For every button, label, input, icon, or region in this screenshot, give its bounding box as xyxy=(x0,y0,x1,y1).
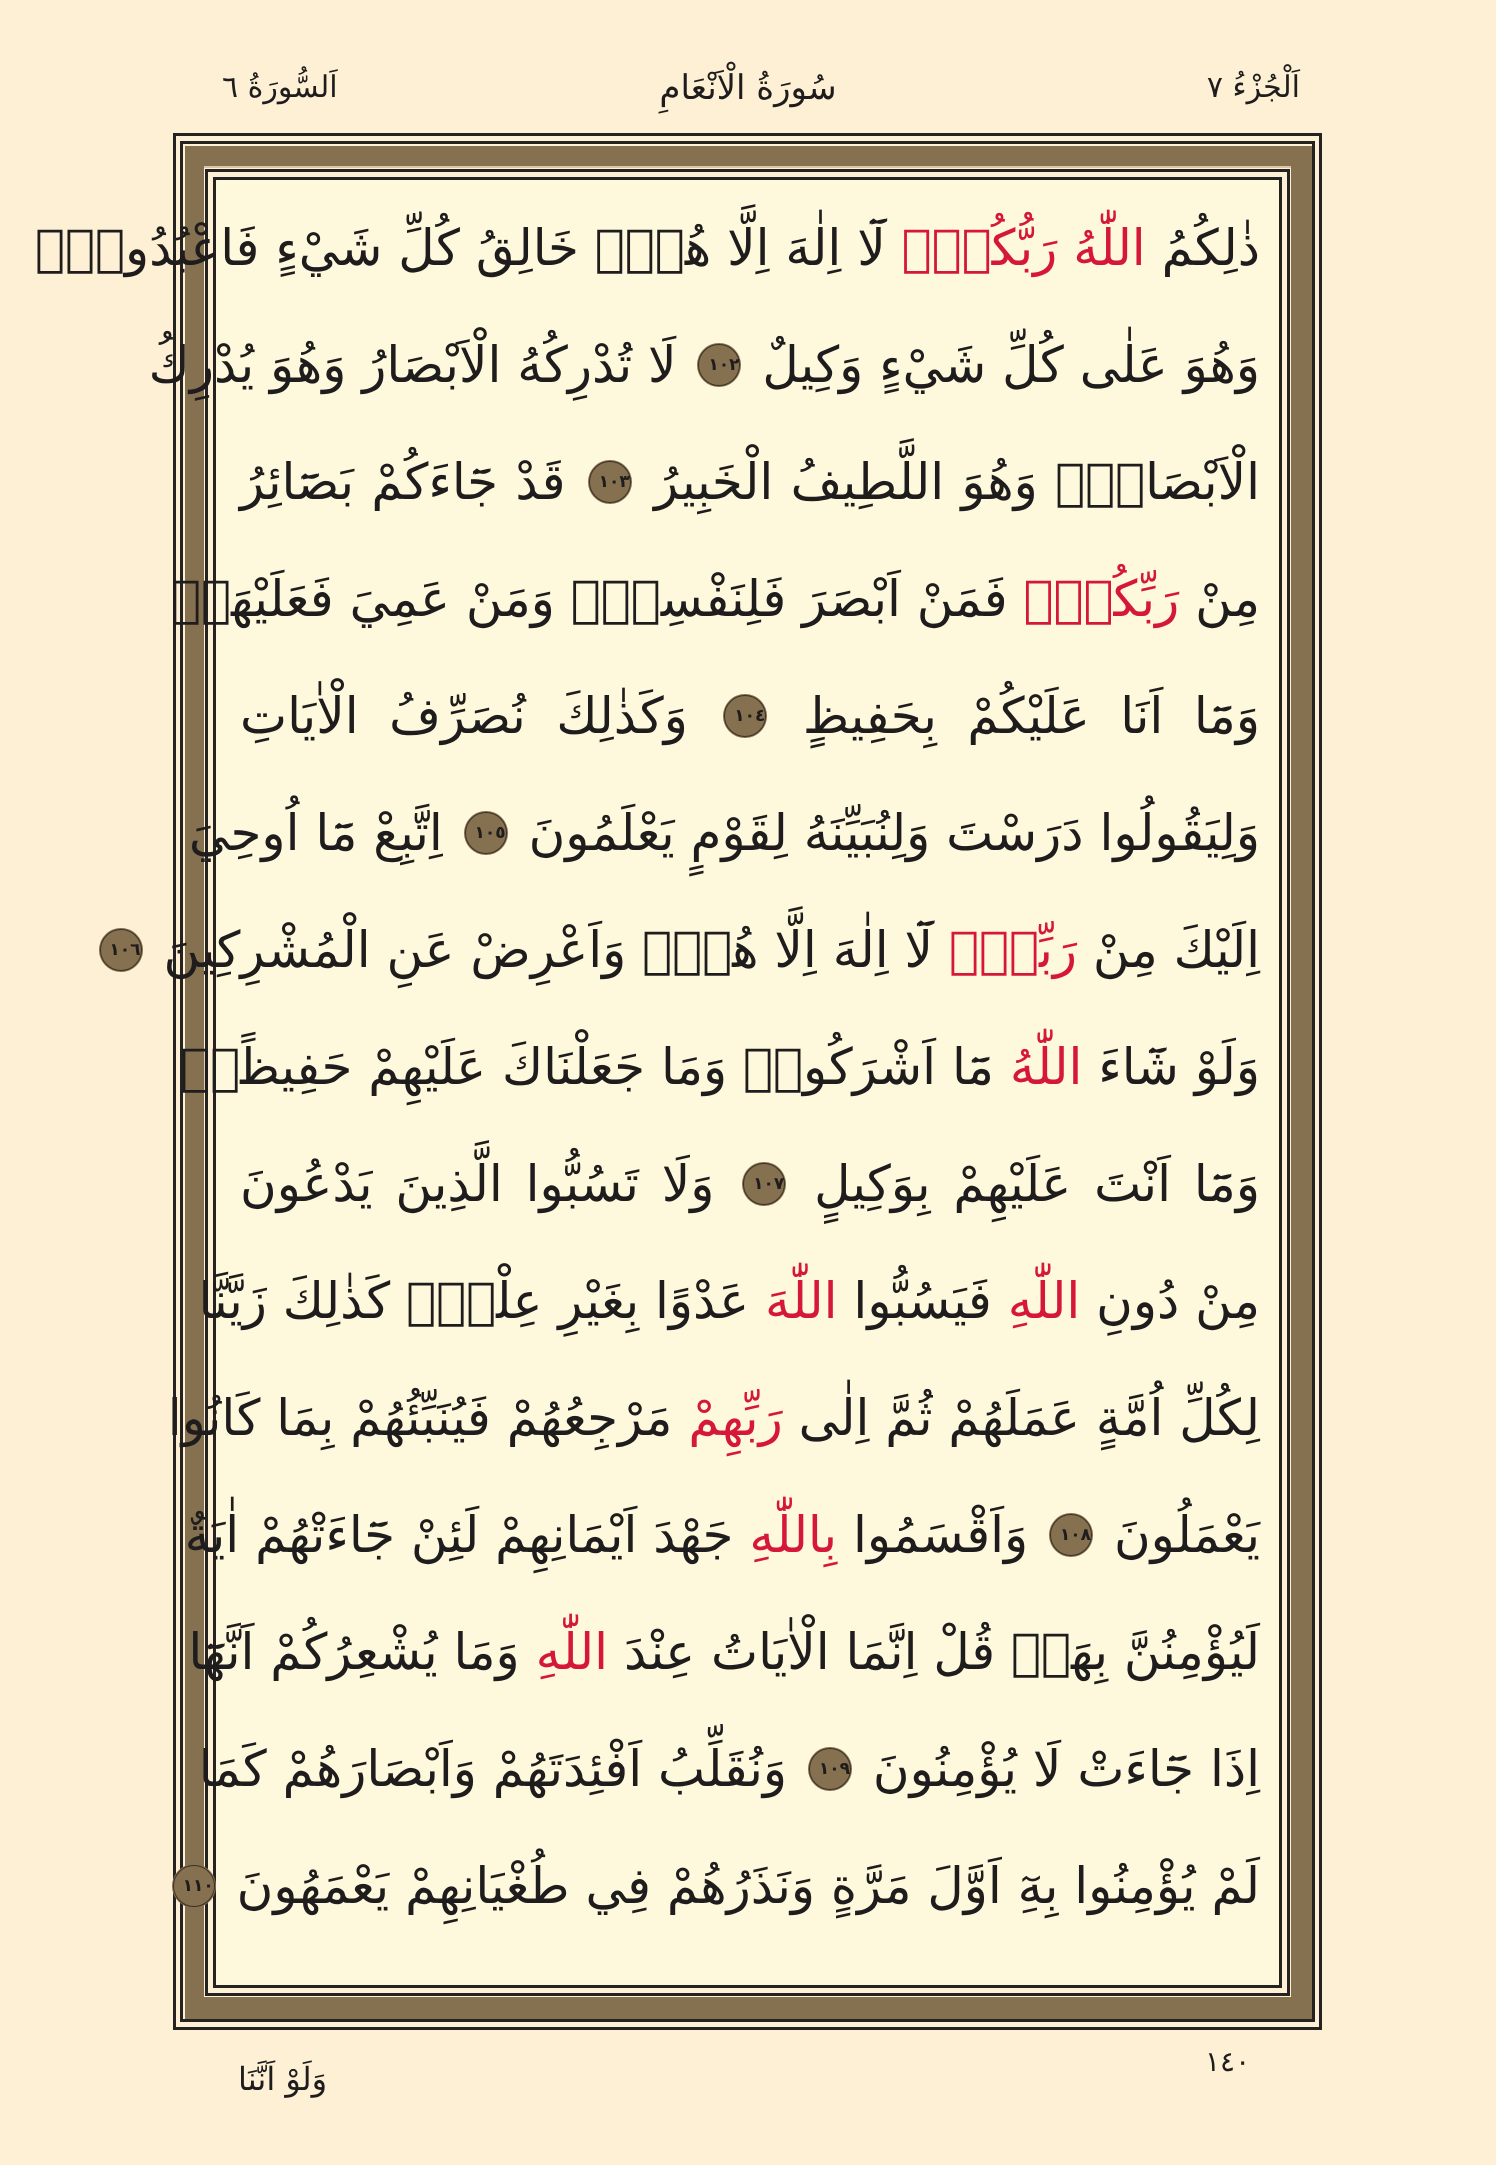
verse-text: مَرْجِعُهُمْ فَيُنَبِّئُهُمْ بِمَا كَانُوا xyxy=(167,1389,689,1447)
divine-name-text: اللّٰهُ رَبُّكُمْۚ xyxy=(901,219,1146,277)
verse-text: مِنْ xyxy=(1179,570,1260,628)
ayah-number-marker: ١٠٨ xyxy=(1050,1514,1092,1556)
verse-text: وَهُوَ عَلٰى كُلِّ شَيْءٍ وَكِيلٌ xyxy=(746,336,1260,394)
surah-title: سُورَةُ الْاَنْعَامِ xyxy=(659,68,837,108)
verse-text: وَكَذٰلِكَ نُصَرِّفُ الْاٰيَاتِ xyxy=(240,687,719,745)
verse-text: ذٰلِكُمُ xyxy=(1145,219,1260,277)
verse-text: جَهْدَ اَيْمَانِهِمْ لَئِنْ جَٓاءَتْهُمْ اٰيَةٌ xyxy=(184,1506,750,1564)
text-line xyxy=(167,1360,1260,1477)
ayah-number-marker: ١٠٥ xyxy=(465,812,507,854)
catchword: وَلَوْ اَنَّنَا xyxy=(238,2060,328,2098)
verse-text: عَدْوًا بِغَيْرِ عِلْمٍۜ كَذٰلِكَ زَيَّنَّا xyxy=(198,1272,766,1330)
divine-name-text: بِاللّٰهِ xyxy=(749,1506,838,1564)
text-line xyxy=(180,1009,1260,1126)
verse-text: مَٓا اَشْرَكُواۜ وَمَا جَعَلْنَاكَ عَلَيْهِمْ حَفِيظًاۚ xyxy=(180,1038,1010,1096)
verse-text: وَمَا يُشْعِرُكُمْ اَنَّهَٓا xyxy=(188,1623,536,1681)
surah-number-label: اَلسُّورَةُ ٦ xyxy=(222,70,338,105)
verse-text: لَا تُدْرِكُهُ الْاَبْصَارُ وَهُوَ يُدْرِكُ xyxy=(148,336,693,394)
verse-text: لِكُلِّ اُمَّةٍ عَمَلَهُمْ ثُمَّ اِلٰى xyxy=(782,1389,1260,1447)
juz-label: اَلْجُزْءُ ٧ xyxy=(1206,70,1300,105)
verse-text: لَٓا اِلٰهَ اِلَّا هُوَۚ وَاَعْرِضْ عَنِ الْمُشْرِكِينَ xyxy=(147,921,949,979)
ayah-number-marker: ١٠٢ xyxy=(698,344,740,386)
text-line xyxy=(198,1243,1260,1360)
verse-text: لَٓا اِلٰهَ اِلَّا هُوَۚ خَالِقُ كُلِّ شَيْءٍ فَاعْبُدُوهُۚ xyxy=(34,219,902,277)
divine-name-text: رَبِّكَۚ xyxy=(948,921,1078,979)
text-line xyxy=(240,658,1260,775)
divine-name-text: اللّٰهِ xyxy=(535,1623,609,1681)
verse-text: فَمَنْ اَبْصَرَ فَلِنَفْسِهِۚ وَمَنْ عَمِيَ فَعَلَيْهَاۜ xyxy=(170,570,1024,628)
text-line xyxy=(240,424,1260,541)
divine-name-text: اللّٰهِ xyxy=(1007,1272,1081,1330)
verse-text: وَلِيَقُولُوا دَرَسْتَ وَلِنُبَيِّنَهُ لِقَوْمٍ يَعْلَمُونَ xyxy=(512,804,1260,862)
verse-text: وَلَوْ شَٓاءَ xyxy=(1082,1038,1260,1096)
verse-text: يَعْمَلُونَ xyxy=(1098,1506,1260,1564)
verse-text: اِتَّبِعْ مَٓا اُوحِيَ xyxy=(188,804,459,862)
verse-text: لَيُؤْمِنُنَّ بِهَاۜ قُلْ اِنَّمَا الْاٰيَاتُ عِنْدَ xyxy=(608,1623,1260,1681)
text-line xyxy=(198,1711,1260,1828)
ayah-number-marker: ١٠٤ xyxy=(724,695,766,737)
verse-text: فَيَسُبُّوا xyxy=(837,1272,1008,1330)
ayah-number-marker: ١٠٦ xyxy=(100,929,142,971)
ayah-number-marker: ١١٠ xyxy=(173,1865,215,1907)
verse-text: لَمْ يُؤْمِنُوا بِهِٓ اَوَّلَ مَرَّةٍ وَنَذَرُهُمْ فِي طُغْيَانِهِمْ يَعْمَهُونَ xyxy=(220,1857,1260,1915)
page-number: ١٤٠ xyxy=(1205,2045,1251,2078)
verse-text: وَاَقْسَمُوا xyxy=(837,1506,1045,1564)
ayah-number-marker: ١٠٣ xyxy=(589,461,631,503)
verse-text: مِنْ دُونِ xyxy=(1080,1272,1260,1330)
text-line xyxy=(148,307,1260,424)
divine-name-text: اللّٰهَ xyxy=(765,1272,838,1330)
verse-text: وَمَٓا اَنْتَ عَلَيْهِمْ بِوَكِيلٍ xyxy=(791,1155,1260,1213)
text-line xyxy=(184,1477,1260,1594)
page-header xyxy=(0,58,1496,118)
verse-text: وَنُقَلِّبُ اَفْئِدَتَهُمْ وَاَبْصَارَهُمْ كَمَا xyxy=(198,1740,803,1798)
verse-text: قَدْ جَٓاءَكُمْ بَصَٓائِرُ xyxy=(240,453,583,511)
divine-name-text: اللّٰهُ xyxy=(1009,1038,1083,1096)
text-line xyxy=(109,892,1260,1009)
text-line xyxy=(188,775,1260,892)
text-line xyxy=(188,1594,1260,1711)
ayah-number-marker: ١٠٩ xyxy=(809,1748,851,1790)
text-line xyxy=(240,1126,1260,1243)
divine-name-text: رَبِّكُمْۚ xyxy=(1023,570,1180,628)
verse-text: اِلَيْكَ مِنْ xyxy=(1077,921,1260,979)
ayah-number-marker: ١٠٧ xyxy=(743,1163,785,1205)
divine-name-text: رَبِّهِمْ xyxy=(688,1389,783,1447)
text-line xyxy=(34,190,1260,307)
verse-text: اِذَا جَٓاءَتْ لَا يُؤْمِنُونَ xyxy=(856,1740,1260,1798)
verse-text: الْاَبْصَارَۚ وَهُوَ اللَّطِيفُ الْخَبِيرُ xyxy=(636,453,1261,511)
text-line xyxy=(170,541,1260,658)
text-line xyxy=(182,1828,1260,1945)
verse-text: وَمَٓا اَنَا عَلَيْكُمْ بِحَفِيظٍ xyxy=(772,687,1260,745)
verse-text: وَلَا تَسُبُّوا الَّذِينَ يَدْعُونَ xyxy=(240,1155,738,1213)
